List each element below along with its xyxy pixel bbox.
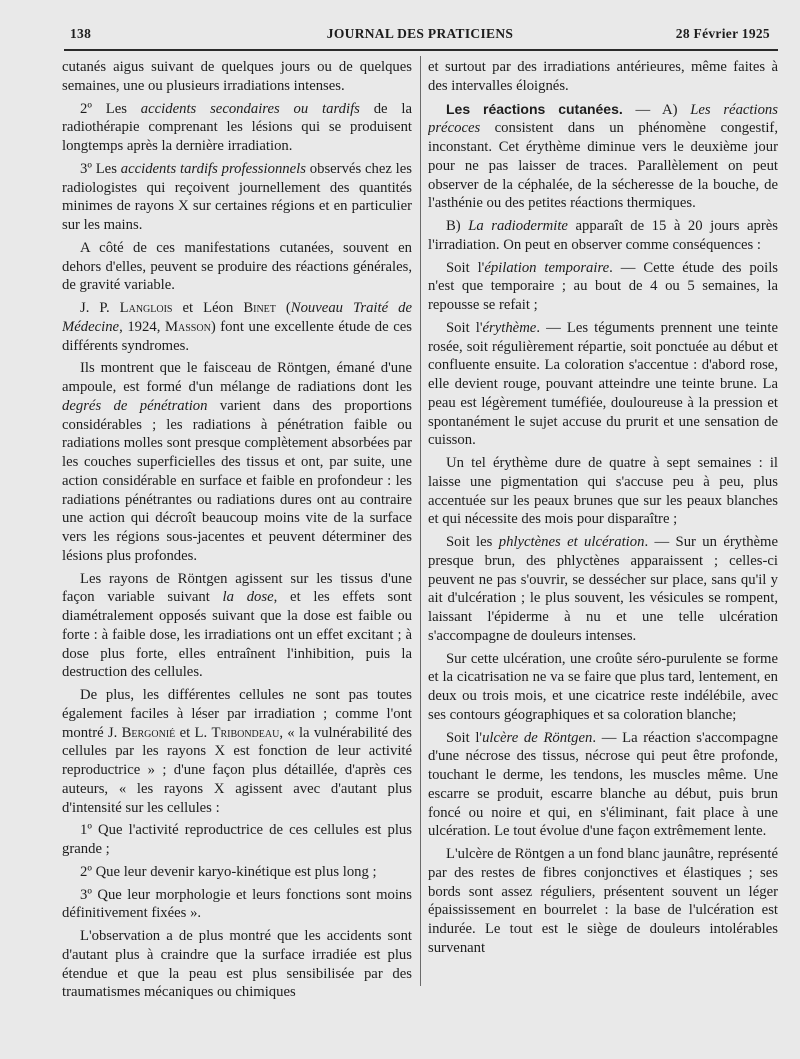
paragraph bbox=[62, 686, 412, 817]
paragraph bbox=[62, 160, 412, 235]
italic-text: phlyctènes et ulcération bbox=[498, 534, 645, 550]
text-run: B) bbox=[446, 218, 469, 234]
text-run: L'ulcère de Röntgen a un fond blanc jaunâtre, représenté par des restes de fibres conjonctives et élastiques ; ses bords sont assez réguliers, présentent souvent un léger épaississement en bourrelet : la base de l'ulcération est indurée. Le tout est le siège de douleurs intolérables survenant bbox=[428, 846, 778, 956]
section-heading: Les réactions cutanées. bbox=[446, 100, 623, 117]
text-run: . — La réaction s'accompagne d'une nécrose des tissus, nécrose qui peut être profonde, touchant le derme, les tendons, les muscles même. Une escarre se produit, escarre blanche au début, puis brun foncé ou noire et qui, en s'éliminant, fait place à une ulcération. Le tout évolue d'une façon extrêmement lente. bbox=[428, 729, 778, 840]
paragraph bbox=[62, 886, 412, 924]
text-run: et Léon bbox=[172, 300, 244, 316]
text-run: consistent dans un phénomène congestif, inconstant. Cet érythème diminue vers le deuxième jour pour ne pas laisser de traces. Parallèlement on peut observer de la céphalée, de la sécheresse de la bouche, de l'asthénie ou des petites réactions thermiques. bbox=[428, 120, 778, 212]
text-run: et surtout par des irradiations antérieures, même faites à des intervalles éloignés. bbox=[428, 59, 778, 94]
text-run: J. P. bbox=[80, 300, 120, 316]
paragraph bbox=[428, 319, 778, 450]
text-run: . — Sur un érythème presque brun, des phlyctènes apparaissent ; celles-ci peuvent ne pas s'ouvrir, se dessécher sur place, sans qu'il y ait d'ulcération ; le plus souvent, les vésicules se rompent, laissant l'épiderme à nu et une telle ulcération s'accompagne de douleurs intenses. bbox=[428, 534, 778, 644]
paragraph bbox=[428, 217, 778, 255]
italic-text: La radiodermite bbox=[468, 218, 568, 234]
paragraph bbox=[62, 359, 412, 565]
paragraph bbox=[428, 58, 778, 96]
column-divider bbox=[420, 56, 421, 986]
italic-text: épilation temporaire bbox=[484, 259, 610, 276]
text-run: De plus, les différentes cellules ne sont pas toutes également faciles à léser par irradiation ; comme l'ont montré J. bbox=[62, 687, 412, 741]
paragraph bbox=[62, 821, 412, 859]
text-run: Soit les bbox=[446, 534, 499, 550]
italic-text: érythème bbox=[482, 319, 537, 336]
issue-date: 28 Février 1925 bbox=[675, 26, 770, 41]
text-run: Un tel érythème dure de quatre à sept semaines : il laisse une pigmentation qui s'accuse peu à peu, plus accentuée sur les peaux brunes que sur les peaux blanches et qui nécessite des mois pour disparaître ; bbox=[428, 455, 778, 528]
italic-text: accidents tardifs professionnels bbox=[120, 160, 306, 177]
text-run: , 1924, bbox=[119, 318, 165, 335]
text-run: Soit l' bbox=[446, 259, 485, 276]
text-run: 2º Les bbox=[80, 100, 141, 117]
paragraph bbox=[62, 100, 412, 156]
text-run: Soit l' bbox=[446, 729, 483, 746]
paragraph bbox=[62, 927, 412, 1002]
header-rule bbox=[64, 49, 778, 51]
paragraph bbox=[428, 100, 778, 214]
paragraph bbox=[62, 863, 412, 882]
author-name: Binet bbox=[243, 300, 276, 316]
italic-text: la dose bbox=[222, 589, 274, 606]
text-run: . — Cette étude des poils n'est que temporaire ; au bout de 4 ou 5 semaines, la repousse se refait ; bbox=[428, 259, 778, 313]
text-run: L'observation a de plus montré que les accidents sont d'autant plus à craindre que la surface irradiée est plus étendue et que la peau est plus sensibilisée par des traumatismes mécaniques ou chimiques bbox=[62, 928, 412, 1001]
paragraph bbox=[62, 299, 412, 355]
author-name: Tribondeau bbox=[211, 724, 280, 741]
text-run: ) font une excellente étude de ces différents syndromes. bbox=[62, 318, 412, 354]
text-run: 3º Les bbox=[80, 160, 121, 177]
italic-text: Nouveau Traité de Médecine bbox=[62, 300, 412, 335]
paragraph bbox=[62, 58, 412, 96]
text-run: . — Les téguments prennent une teinte rosée, soit régulièrement répartie, soit ponctuée au début et confluente ensuite. La coloration s'accentue : d'abord rose, elle devient rouge, pouvant atteindre une teinte brune. La peau est légèrement tuméfiée, douloureuse à la pression et spontanément le sujet accuse du prurit et une sensation de cuisson. bbox=[428, 319, 778, 449]
text-run: 2º Que leur devenir karyo-kinétique est plus long ; bbox=[80, 863, 377, 880]
text-run: 3º Que leur morphologie et leurs fonctions sont moins définitivement fixées ». bbox=[62, 886, 412, 922]
author-name: Langlois bbox=[119, 300, 173, 316]
text-run: A côté de ces manifestations cutanées, souvent en dehors d'elles, peuvent se produire des réactions générales, de gravité variable. bbox=[62, 239, 412, 294]
text-run: varient dans des proportions considérables ; les radiations à pénétration faible ou radiations molles sont presque complètement absorbées par les couches superficielles des tissus et ont, par suite, une action considérable en surface et faible en profondeur : les radiations pénétrantes ou radiations dures ont au contraire une action qui décroît beaucoup moins vite de la surface vers les régions sous-jacentes et peuvent déterminer des lésions plus profondes. bbox=[62, 397, 412, 564]
italic-text: Les réactions précoces bbox=[428, 101, 778, 137]
paragraph bbox=[428, 454, 778, 529]
paragraph bbox=[428, 729, 778, 842]
page-number: 138 bbox=[70, 26, 92, 41]
text-run: de la radiothérapie comprenant les lésions qui se produisent longtemps après la dernière irradiation. bbox=[62, 100, 412, 154]
left-column bbox=[62, 58, 412, 1058]
text-run: 1º Que l'activité reproductrice de ces cellules est plus grande ; bbox=[62, 822, 412, 857]
author-name: Bergonié bbox=[121, 724, 176, 741]
paragraph bbox=[428, 845, 778, 958]
paragraph bbox=[428, 533, 778, 646]
text-run: , et les effets sont diamétralement opposés suivant que la dose est faible ou forte : à faible dose, les irradiations ont un effet excitant ; à dose plus forte, elles entraînent l'inhibition, puis la destruction des cellules. bbox=[62, 589, 412, 681]
text-run: Sur cette ulcération, une croûte séro-purulente se forme et la cicatrisation ne va se faire que plus tard, lentement, en deux ou trois mois, et une cicatrice reste indélébile, avec ses contours géographiques et sa coloration blanche; bbox=[428, 650, 778, 723]
italic-text: ulcère de Röntgen bbox=[482, 729, 593, 746]
right-column bbox=[428, 58, 778, 1058]
italic-text: accidents secondaires ou tardifs bbox=[140, 100, 360, 117]
text-run: observés chez les radiologistes qui reçoivent journellement des quantités minimes de rayons X sur certaines régions et en particulier sur les mains. bbox=[62, 160, 412, 233]
text-run: Ils montrent que le faisceau de Röntgen, émané d'une ampoule, est formé d'un mélange de radiations dont les bbox=[62, 360, 412, 395]
text-run: ( bbox=[275, 300, 291, 316]
author-name: Masson bbox=[164, 318, 211, 335]
italic-text: degrés de pénétration bbox=[62, 397, 208, 414]
page-header bbox=[70, 26, 770, 48]
paragraph bbox=[62, 570, 412, 683]
text-run: , « la vulnérabilité des cellules par les rayons X est fonction de leur activité reproductrice » ; d'une façon plus détaillée, d'après ces auteurs, « les rayons X agissent avec d'autant plus d'intensité sur les cellules : bbox=[62, 724, 412, 816]
text-run: — A) bbox=[622, 101, 691, 118]
paragraph bbox=[428, 259, 778, 315]
text-run: et L. bbox=[175, 724, 212, 741]
text-run: apparaît de 15 à 20 jours après l'irradiation. On peut en observer comme conséquences : bbox=[428, 218, 778, 253]
paragraph bbox=[428, 650, 778, 725]
text-run: Les rayons de Röntgen agissent sur les tissus d'une façon variable suivant bbox=[62, 570, 412, 606]
journal-title: JOURNAL DES PRATICIENS bbox=[326, 26, 514, 41]
paragraph bbox=[62, 239, 412, 295]
text-run: Soit l' bbox=[446, 319, 483, 336]
text-run: cutanés aigus suivant de quelques jours ou de quelques semaines, une ou plusieurs irradiations intenses. bbox=[62, 59, 412, 94]
